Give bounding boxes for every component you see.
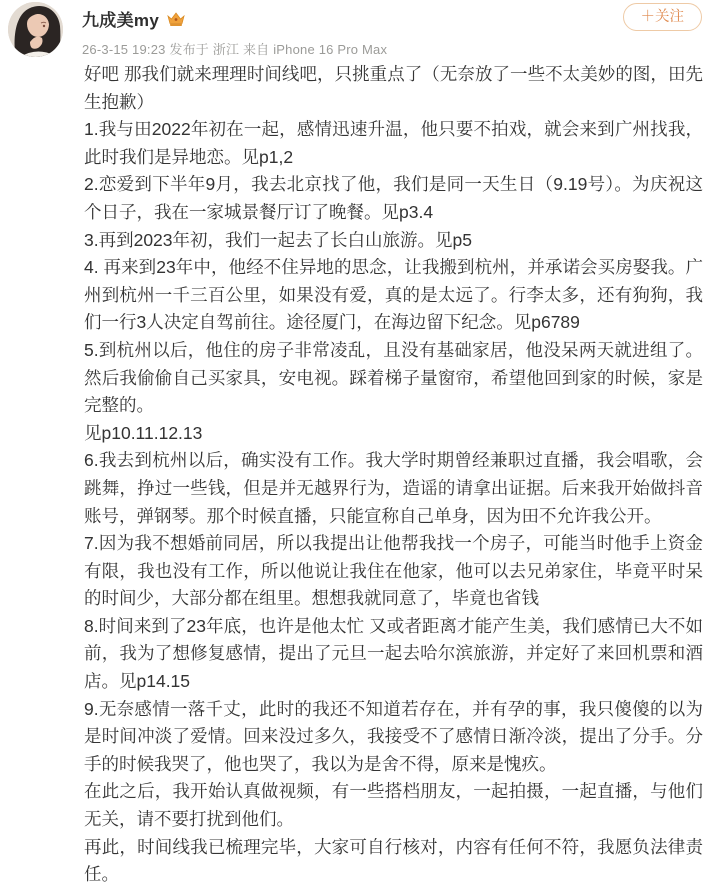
post-paragraph: 4. 再来到23年中，他经不住异地的思念，让我搬到杭州，并承诺会买房娶我。广州到杭州一千三百公里，如果没有爱，真的是太远了。行李太多，还有狗狗，我们一行3人决定自驾前往。途径厦门，在海边留下纪念。见p6789	[84, 257, 703, 333]
avatar[interactable]	[8, 2, 63, 57]
timestamp: 26-3-15 19:23 发布于 浙江 来自 iPhone 16 Pro Max	[82, 42, 388, 57]
post-paragraph: 好吧 那我们就来理理时间线吧，只挑重点了（无奈放了一些不太美妙的图，田先生抱歉）	[84, 64, 703, 112]
follow-button[interactable]	[623, 3, 703, 31]
post-body-text	[84, 61, 703, 889]
post-paragraph: 见p10.11.12.13	[84, 422, 203, 443]
post-paragraph: 再此，时间线我已梳理完毕，大家可自行核对，内容有任何不符，我愿负法律责任。	[84, 836, 703, 885]
avatar-image	[8, 2, 63, 57]
post-paragraph: 6.我去到杭州以后，确实没有工作。我大学时期曾经兼职过直播，我会唱歌，会跳舞，挣过一些钱，但是并无越界行为，造谣的请拿出证据。后来我开始做抖音账号，弹钢琴。那个时候直播，只能宣称自己单身，因为田不允许我公开。	[84, 450, 703, 526]
post-paragraph: 7.因为我不想婚前同居，所以我提出让他帮我找一个房子，可能当时他手上资金有限，我也没有工作，所以他说让我住在他家，他可以去兄弟家住，毕竟平时呆的时间少，大部分都在组里。想想我就同意了，毕竟也省钱	[84, 533, 703, 609]
user-block	[82, 6, 387, 58]
post-paragraph: 1.我与田2022年初在一起，感情迅速升温，他只要不拍戏，就会来到广州找我，此时我们是异地恋。见p1,2	[84, 119, 703, 167]
post-paragraph: 3.再到2023年初，我们一起去了长白山旅游。见p5	[84, 229, 472, 250]
post-paragraph: 在此之后，我开始认真做视频，有一些搭档朋友，一起拍摄，一起直播，与他们无关，请不要打扰到他们。	[84, 781, 703, 830]
follow-button-label: ＋关注	[640, 9, 684, 25]
post-paragraph: 8.时间来到了23年底，也许是他太忙 又或者距离才能产生美，我们感情已大不如前，我为了想修复感情，提出了元旦一起去哈尔滨旅游，并定好了来回机票和酒店。见p14.15	[84, 615, 703, 692]
username[interactable]: 九成美my	[82, 11, 160, 30]
post-header	[0, 0, 708, 60]
post-paragraph: 2.恋爱到下半年9月，我去北京找了他，我们是同一天生日（9.19号）。为庆祝这个日子，我在一家城景餐厅订了晚餐。见p3.4	[84, 174, 703, 222]
crown-icon	[166, 10, 186, 28]
post-paragraph: 9.无奈感情一落千丈，此时的我还不知道若存在，并有孕的事，我只傻傻的以为是时间冲淡了爱情。回来没过多久，我接受不了感情日渐冷淡，提出了分手。分手的时候我哭了，他也哭了，我以为是舍不得，原来是愧疚。	[84, 698, 703, 774]
post-paragraph: 5.到杭州以后，他住的房子非常凌乱，且没有基础家居，他没呆两天就进组了。然后我偷偷自己买家具，安电视。踩着梯子量窗帘，希望他回到家的时候，家是完整的。	[84, 339, 703, 416]
